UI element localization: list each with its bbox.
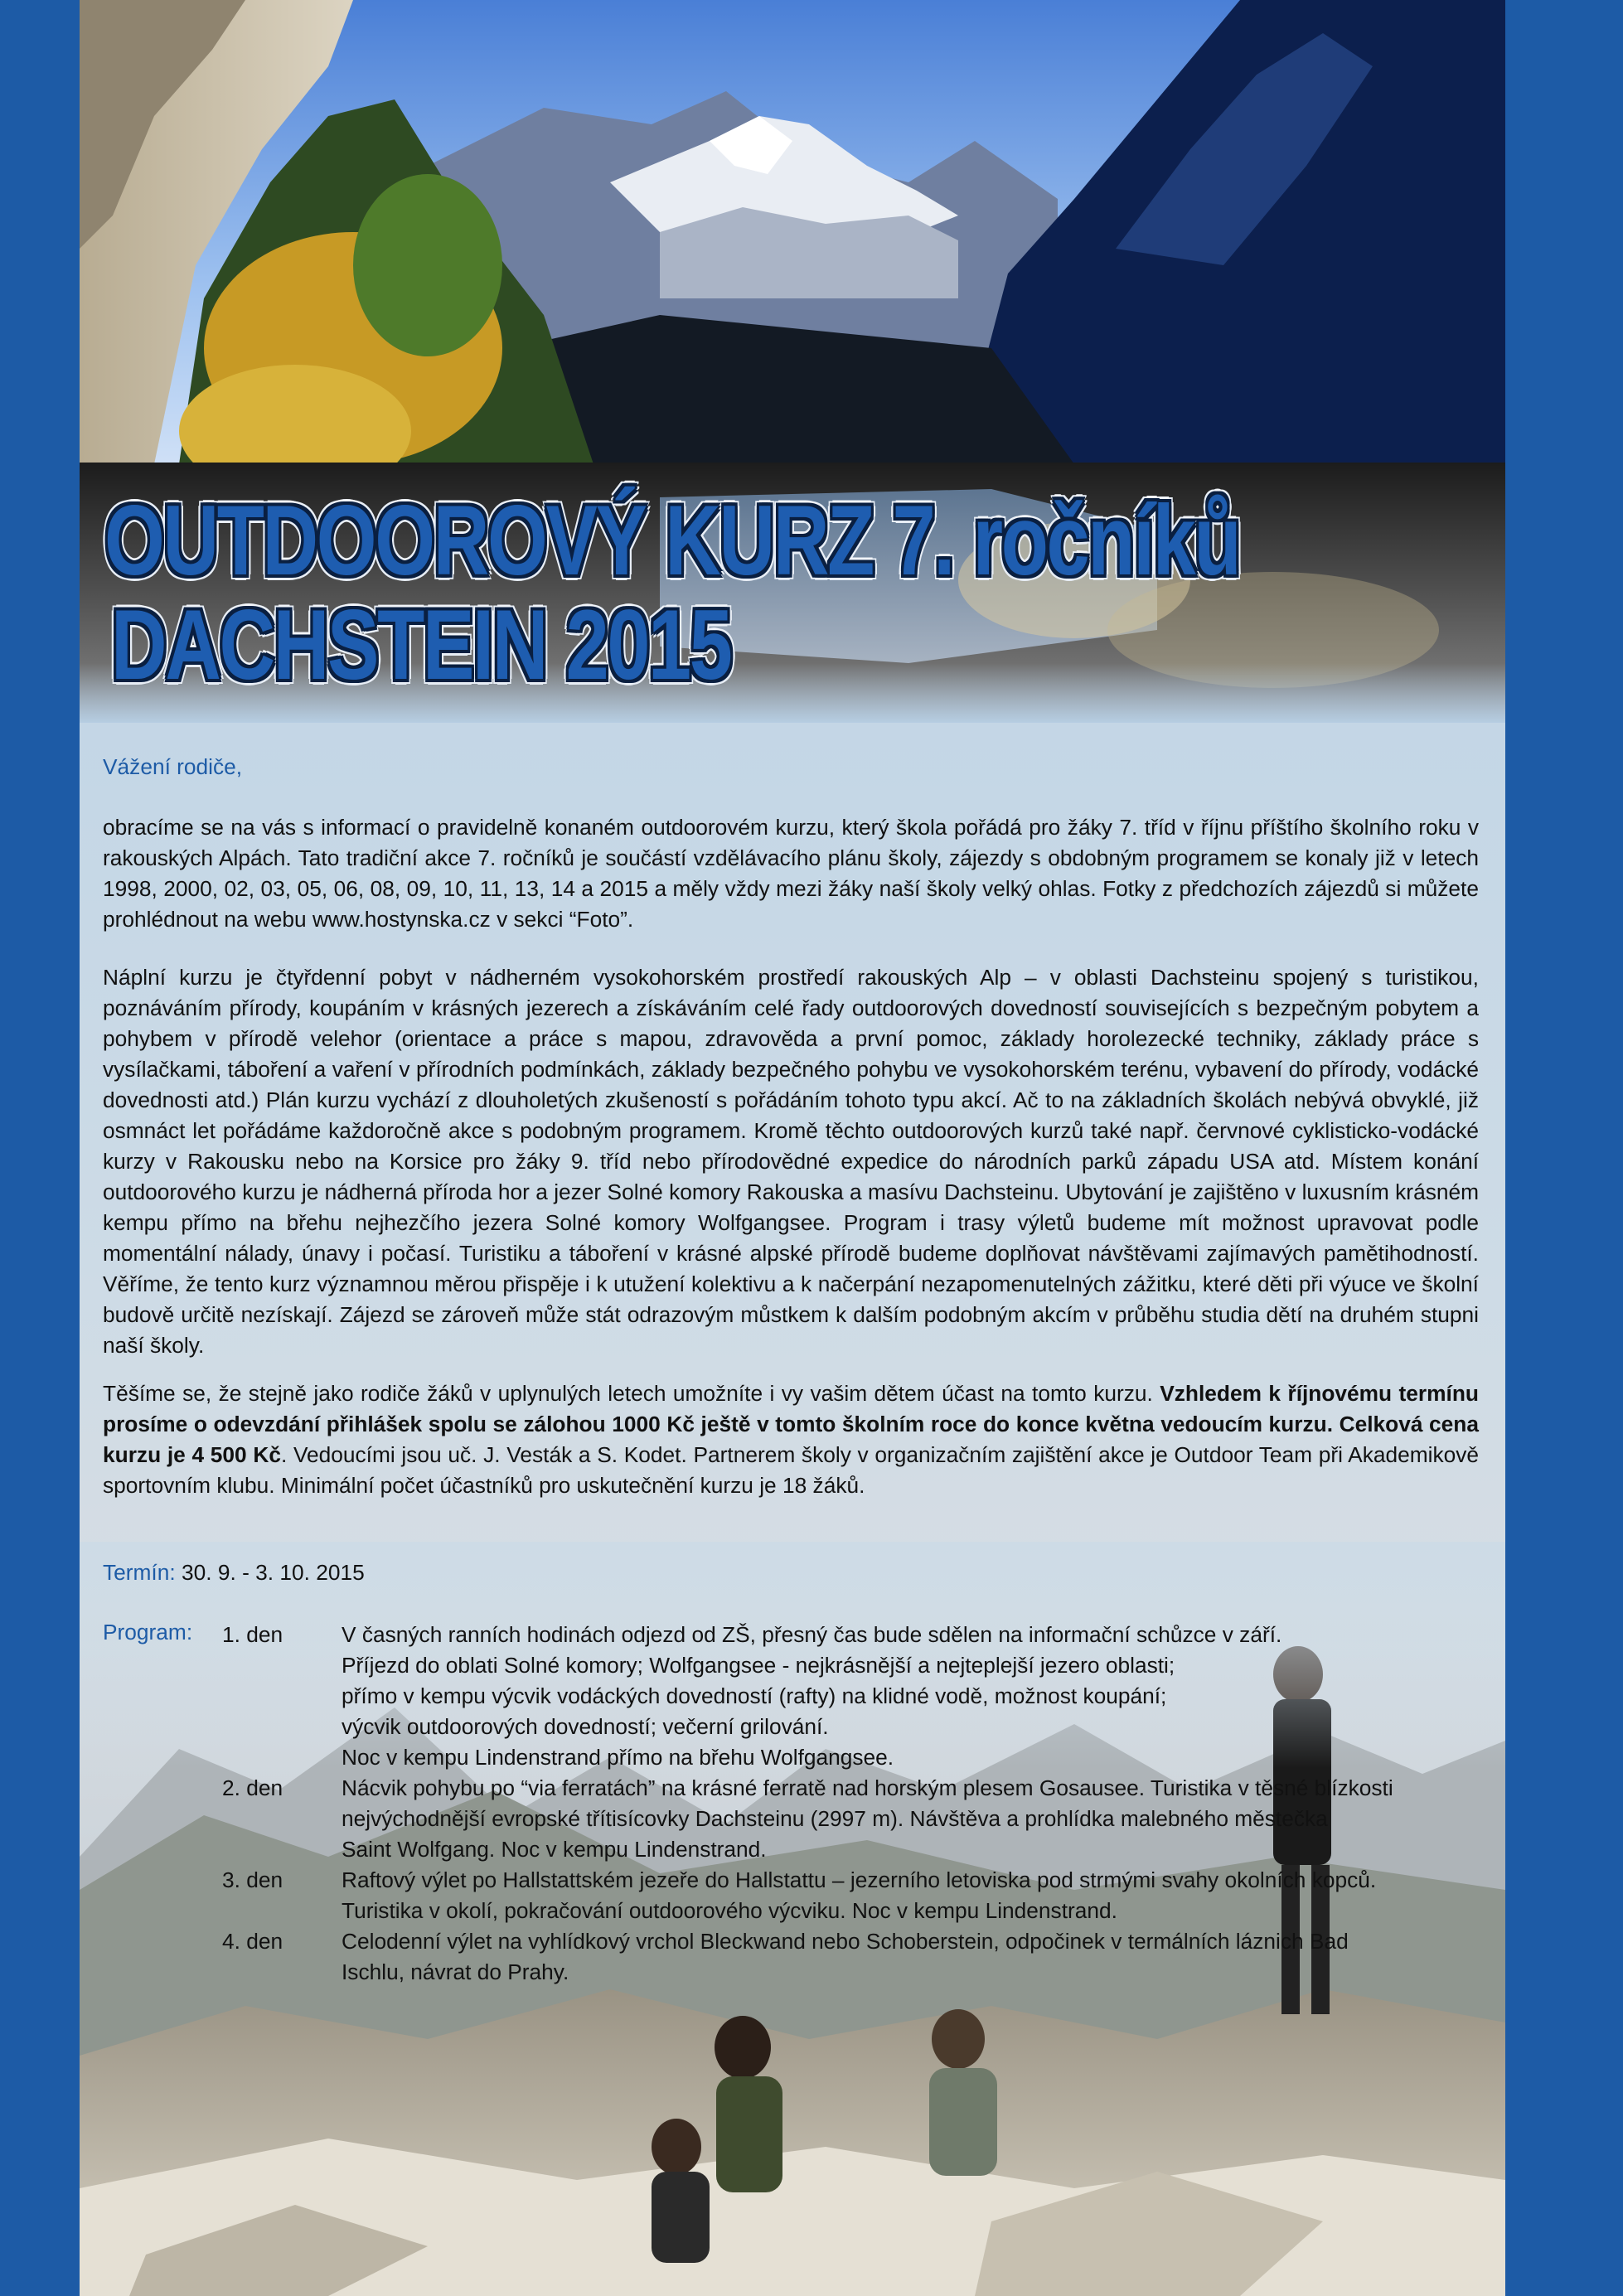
program-line: výcvik outdoorových dovedností; večerní grilování.: [342, 1714, 829, 1739]
program-line: Turistika v okolí, pokračování outdoorového výcviku. Noc v kempu Lindenstrand.: [342, 1898, 1117, 1923]
program-day-text: [342, 1620, 1502, 1773]
program-day-text: [342, 1773, 1502, 1865]
term-line: [103, 1560, 365, 1586]
intro-paragraph: obracíme se na vás s informací o pravidelně konaném outdoorovém kurzu, který škola pořádá pro žáky 7. tříd v říjnu příštího školního roku v rakouských Alpách. Tato tradiční akce 7. ročníků je součástí vzdělávacího plánu školy, zájezdy s obdobným programem se konaly již v letech 1998, 2000, 02, 03, 05, 06, 08, 09, 10, 11, 13, 14 a 2015 a měly vždy mezi žáky naší školy velký ohlas. Fotky z předchozích zájezdů si můžete prohlédnout na webu www.hostynska.cz v sekci “Foto”.: [103, 815, 1479, 932]
course-description-paragraph: Náplní kurzu je čtyřdenní pobyt v nádherném vysokohorském prostředí rakouských Alp – v oblasti Dachsteinu spojený s turistikou, poznáváním přírody, koupáním v krásných jezerech a získáváním celé řady outdoorových dovedností souvisejících s bezpečným pobytem a pohybem v přírodě velehor (orientace a práce s mapou, zdravověda a první pomoc, základy horolezecké techniky, základy práce s vysílačkami, táboření a vaření v přírodních podmínkách, základy bezpečného pohybu ve vysokohorském terénu, vybavení do přírody, vodácké dovednosti atd.) Plán kurzu vychází z dlouholetých zkušeností s pořádáním tohoto typu akcí. Ač to na základních školách nebývá obvyklé, již osmnáct let pořádáme každoročně akce s podobným programem. Kromě těchto outdoorových kurzů také např. červnové cyklisticko-vodácké kurzy v Rakousku nebo na Korsice pro žáky 9. tříd nebo přírodovědné expedice do národních parků západu USA atd. Místem konání outdoorového kurzu je nádherná příroda hor a jezer Solné komory Rakouska a masívu Dachsteinu. Ubytování je zajištěno v luxusním krásném kempu přímo na břehu nejhezčího jezera Solné komory Wolfgangsee. Program i trasy výletů budeme mít možnost upravovat podle momentální nálady, únavy i počasí. Turistiku a táboření v krásné alpské přírodě budeme doplňovat návštěvami zajímavých pamětihodností. Věříme, že tento kurz významnou měrou přispěje i k utužení kolektivu a k načerpání nezapomenutelných zážitku, které děti při výuce ve školní budově určitě nezískají. Zájezd se zároveň může stát odrazovým můstkem k dalším podobným akcím v průběhu studia dětí na druhém stupni naší školy.: [103, 965, 1479, 1358]
main-title-line1: OUTDOOROVÝ KURZ 7. ročníků: [104, 485, 1240, 596]
program-line: Saint Wolfgang. Noc v kempu Lindenstrand.: [342, 1837, 767, 1862]
main-title-line2: DACHSTEIN 2015: [111, 589, 731, 700]
program-line: Noc v kempu Lindenstrand přímo na břehu Wolfgangsee.: [342, 1745, 894, 1770]
registration-deadline: Vzhledem k říjnovému termínu prosíme o odevzdání přihlášek spolu se zálohou 1000 Kč ještě v tomto školním roce do konce května vedoucím kurzu.: [103, 1381, 1479, 1436]
program-line: Ischlu, návrat do Prahy.: [342, 1959, 569, 1984]
header-photo: [80, 0, 1505, 723]
program-day-label: 2. den: [222, 1775, 283, 1800]
program-day-label: 4. den: [222, 1929, 283, 1954]
program-day-text: [342, 1926, 1502, 1988]
registration-intro: Těšíme se, že stejně jako rodiče žáků v uplynulých letech umožníte i vy vašim dětem účast na tomto kurzu.: [103, 1381, 1153, 1406]
registration-paragraph: [103, 1378, 1479, 1501]
program-label: Program:: [103, 1620, 193, 1644]
program-line: V časných ranních hodinách odjezd od ZŠ, přesný čas bude sdělen na informační schůzce v září.: [342, 1622, 1282, 1647]
salutation: Vážení rodiče,: [103, 754, 243, 779]
program-line: nejvýchodnější evropské třítisícovky Dachsteinu (2997 m). Návštěva a prohlídka malebného městečka: [342, 1806, 1328, 1831]
flyer-page: [80, 0, 1505, 2296]
program-day-text: [342, 1865, 1502, 1926]
program-day-label: 1. den: [222, 1622, 283, 1647]
total-price: Celková cena kurzu je 4 500 Kč: [103, 1412, 1479, 1467]
program-line: přímo v kempu výcvik vodáckých dovedností (rafty) na klidné vodě, možnost koupání;: [342, 1683, 1167, 1708]
program-day-label: 3. den: [222, 1867, 283, 1892]
program-line: Raftový výlet po Hallstattském jezeře do Hallstattu – jezerního letoviska pod strmými svahy okolních kopců.: [342, 1867, 1377, 1892]
program-line: Příjezd do oblati Solné komory; Wolfgangsee - nejkrásnější a nejteplejší jezero oblasti;: [342, 1653, 1175, 1678]
program-line: Nácvik pohybu po “via ferratách” na krásné ferratě nad horským plesem Gosausee. Turistika v těsné blízkosti: [342, 1775, 1393, 1800]
term-value: 30. 9. - 3. 10. 2015: [182, 1560, 365, 1585]
leaders-info: . Vedoucími jsou uč. J. Vesták a S. Kodet. Partnerem školy v organizačním zajištění akce je Outdoor Team při Akademikově sportovním klubu. Minimální počet účastníků pro uskutečnění kurzu je 18 žáků.: [103, 1442, 1480, 1498]
program-line: Celodenní výlet na vyhlídkový vrchol Bleckwand nebo Schoberstein, odpočinek v termálních láznich Bad: [342, 1929, 1349, 1954]
term-label: Termín:: [103, 1560, 176, 1585]
